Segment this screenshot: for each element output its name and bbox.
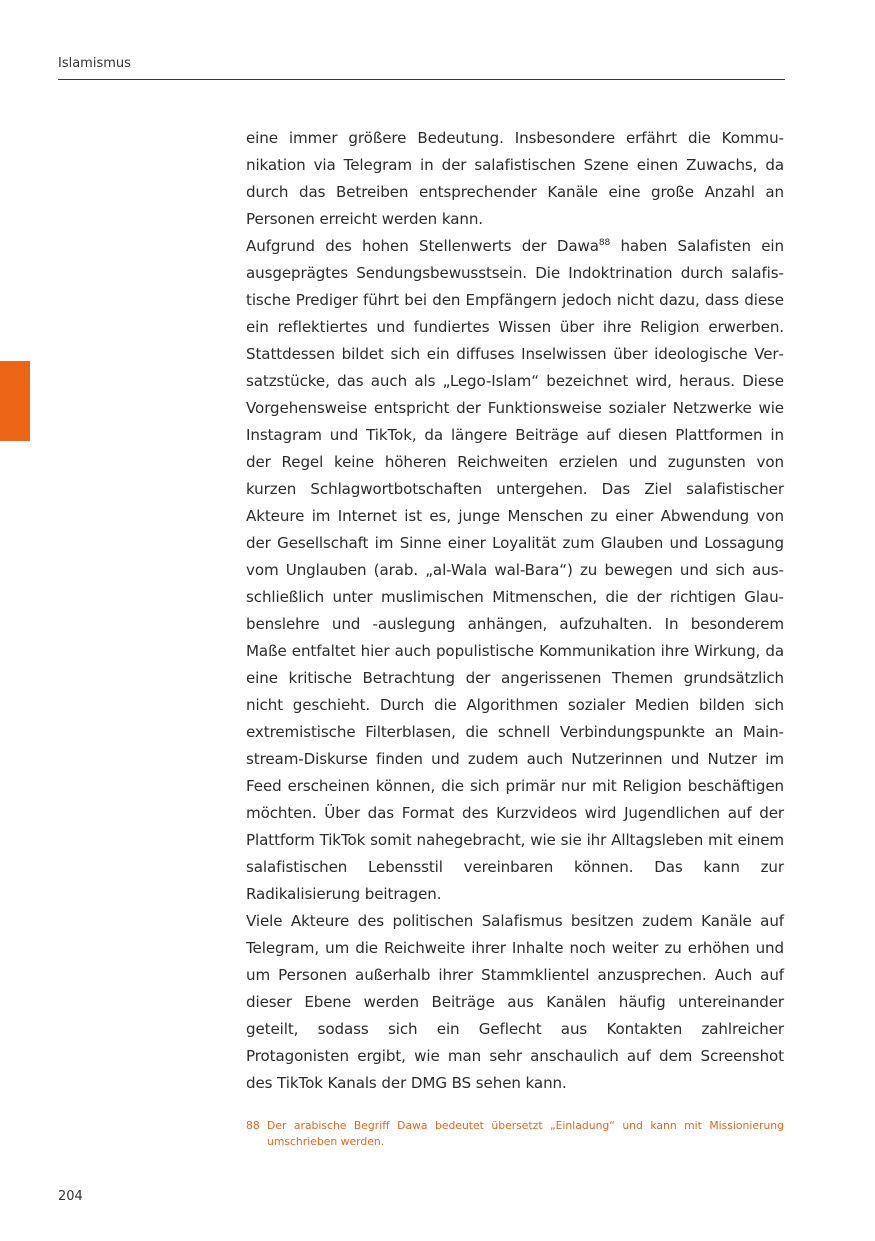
footnote-text: Der arabische Begriff Dawa bedeutet übersetzt „Einladung“ und kann mit Missionierung umschrieben werden. — [267, 1119, 784, 1148]
paragraph-2-start: Aufgrund des hohen Stellenwerts der Dawa — [246, 237, 599, 255]
footnote-reference: 88 — [598, 238, 611, 248]
paragraph-3: Viele Akteure des politischen Salafismus besitzen zudem Kanäle auf Telegram, um die Reichweite ihrer Inhalte noch weiter zu erhöhen und um Personen außerhalb ihrer Stammklientel anzusprechen. Auch auf dieser Ebene werden Beiträge aus Kanälen häufig untereinander geteilt, sodass sich ein Geflecht aus Kontakten zahlreicher Protagonisten ergibt, wie man sehr anschaulich auf dem Screenshot des TikTok Kanals der DMG BS sehen kann. — [246, 912, 784, 1092]
chapter-side-tab — [0, 361, 30, 441]
footnote-number: 88 — [246, 1119, 260, 1132]
header-divider — [58, 79, 785, 80]
running-header-title: Islamismus — [58, 56, 131, 71]
paragraph-1: eine immer größere Bedeutung. Insbesondere erfährt die Kommunikation via Telegram in der salafistischen Szene einen Zuwachs, da durch das Betreiben entsprechender Kanäle eine große Anzahl an Personen erreicht werden kann. — [246, 129, 784, 228]
footnote — [246, 1118, 784, 1149]
paragraph-2 — [246, 233, 784, 908]
page-number: 204 — [58, 1189, 83, 1204]
paragraph-2-rest: haben Salafisten ein ausgeprägtes Sendungsbewusstsein. Die Indoktrination durch salafistische Prediger führt bei den Empfängern jedoch nicht dazu, dass diese ein reflektiertes und fundiertes Wissen über ihre Religion erwerben. Stattdessen bildet sich ein diffuses Inselwissen über ideologische Versatzstücke, das auch als „Lego-Islam“ bezeichnet wird, heraus. Diese Vorgehensweise entspricht der Funktionsweise sozialer Netzwerke wie Instagram und TikTok, da längere Beiträge auf diesen Plattformen in der Regel keine höheren Reichweiten erzielen und zugunsten von kurzen Schlagwortbotschaften untergehen. Das Ziel salafistischer Akteure im Internet ist es, junge Menschen zu einer Abwendung von der Gesellschaft im Sinne einer Loyalität zum Glauben und Lossagung vom Unglauben (arab. „al-Wala wal-Bara“) zu bewegen und sich ausschließlich unter muslimischen Mitmenschen, die der richtigen Glaubenslehre und -auslegung anhängen, aufzuhalten. In besonderem Maße entfaltet hier auch populistische Kommunikation ihre Wirkung, da eine kritische Betrachtung der angerissenen Themen grundsätzlich nicht geschieht. Durch die Algorithmen sozialer Medien bilden sich extremistische Filterblasen, die schnell Verbindungspunkte an Mainstream-Diskurse finden und zudem auch Nutzerinnen und Nutzer im Feed erscheinen können, die sich primär nur mit Religion beschäftigen möchten. Über das Format des Kurzvideos wird Jugendlichen auf der Plattform TikTok somit nahegebracht, wie sie ihr Alltagsleben mit einem salafistischen Lebensstil vereinbaren können. Das kann zur Radikalisierung beitragen. — [246, 237, 784, 903]
body-text — [246, 125, 784, 1097]
